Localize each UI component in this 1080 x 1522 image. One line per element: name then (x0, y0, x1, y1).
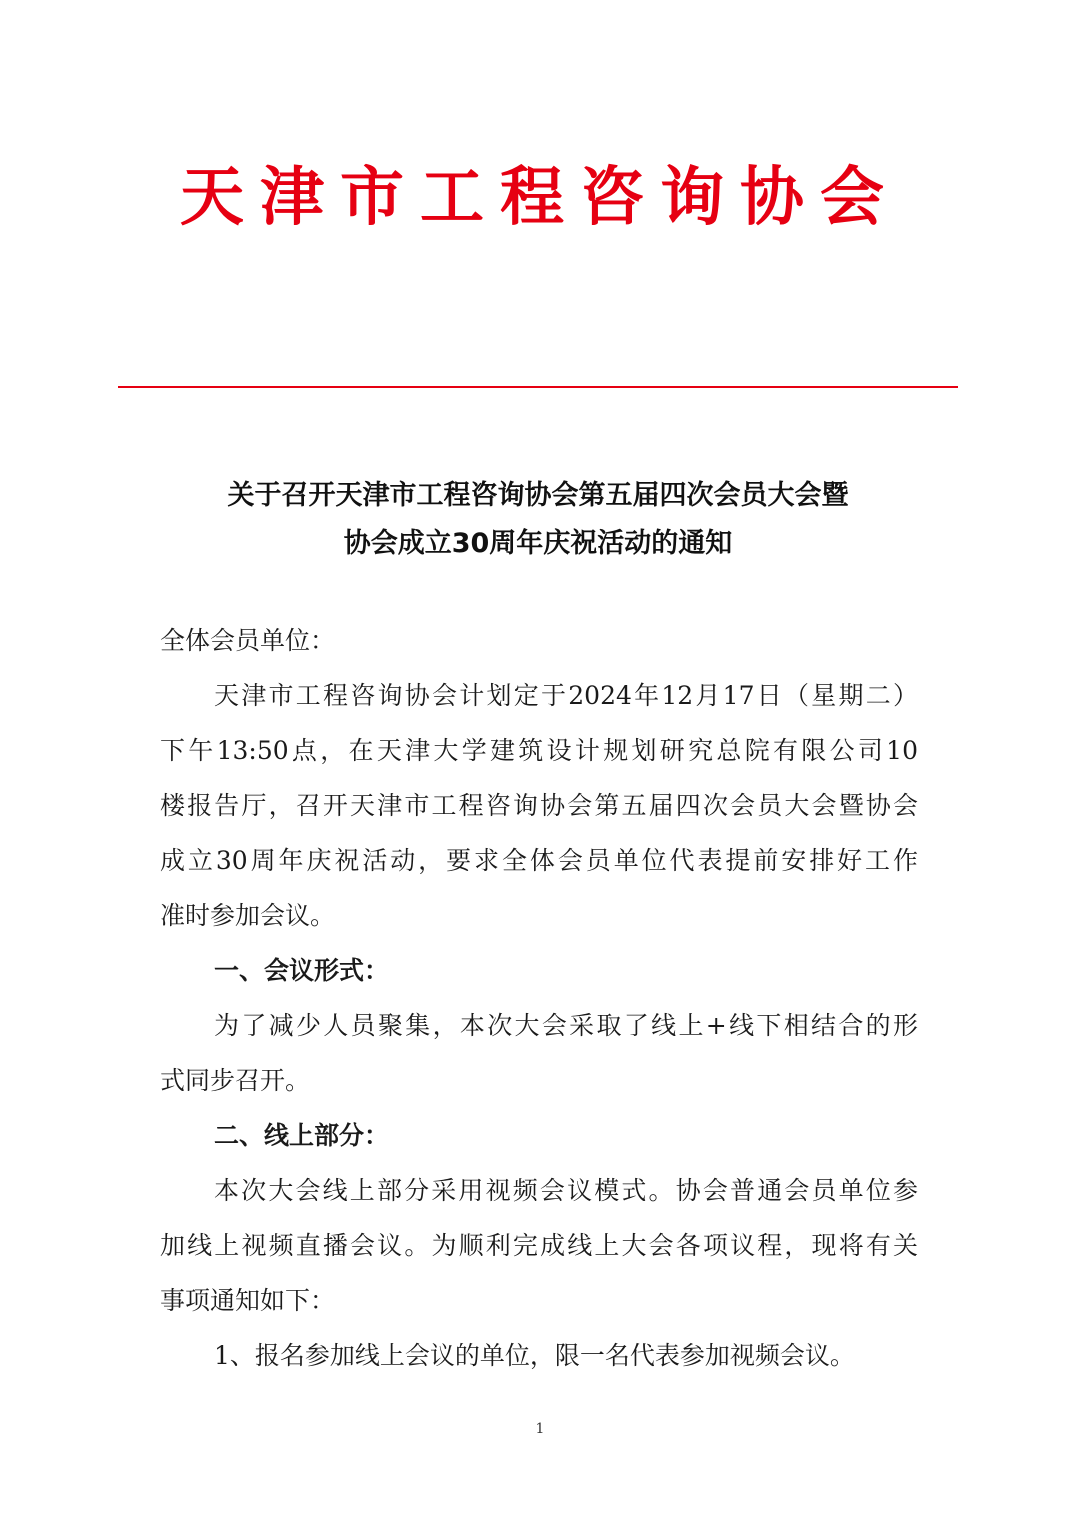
section-2-line-1: 本次大会线上部分采用视频会议模式。协会普通会员单位参 (214, 1176, 918, 1205)
intro-line-2: 下午13:50点，在天津大学建筑设计规划研究总院有限公司10 (160, 736, 918, 765)
section-2-line-3: 事项通知如下： (160, 1286, 336, 1315)
letterhead-org-name: 天津市工程咨询协会 (180, 160, 900, 235)
section-1-heading: 一、会议形式： (214, 956, 390, 985)
salutation: 全体会员单位： (160, 626, 336, 655)
section-1-line-1: 为了减少人员聚集，本次大会采取了线上+线下相结合的形 (214, 1011, 918, 1040)
intro-line-1: 天津市工程咨询协会计划定于2024年12月17日（星期二） (214, 681, 918, 710)
page-number: 1 (535, 1421, 545, 1437)
section-2-heading: 二、线上部分： (214, 1121, 390, 1150)
letterhead-red-rule (118, 386, 958, 388)
intro-line-4: 成立30周年庆祝活动，要求全体会员单位代表提前安排好工作 (160, 846, 918, 875)
section-2-item-1: 1、报名参加线上会议的单位，限一名代表参加视频会议。 (214, 1341, 855, 1370)
notice-title-line-2: 协会成立30周年庆祝活动的通知 (343, 528, 733, 559)
section-2-line-2: 加线上视频直播会议。为顺利完成线上大会各项议程，现将有关 (160, 1231, 918, 1260)
intro-line-3: 楼报告厅，召开天津市工程咨询协会第五届四次会员大会暨协会 (160, 791, 918, 820)
intro-line-5: 准时参加会议。 (160, 901, 336, 930)
section-1-line-2: 式同步召开。 (160, 1066, 311, 1095)
notice-title-line-1: 关于召开天津市工程咨询协会第五届四次会员大会暨 (227, 480, 849, 511)
